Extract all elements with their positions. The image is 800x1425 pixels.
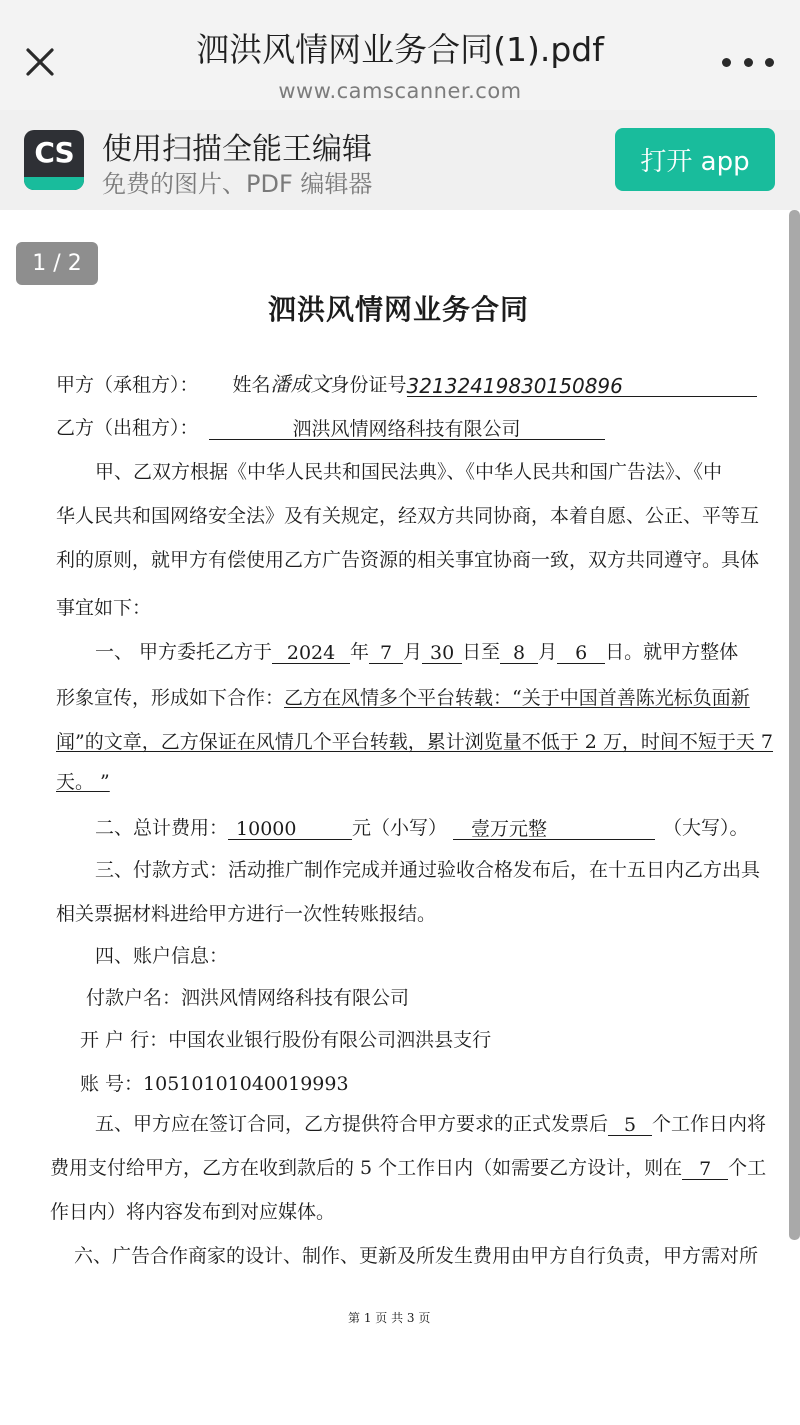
s1-year: 2024: [272, 641, 350, 664]
section-5-line: [95, 1112, 766, 1136]
banner-subtitle: 免费的图片、PDF 编辑器: [102, 170, 373, 198]
s2-amount: 10000: [228, 817, 352, 840]
section-1-line: [95, 640, 738, 664]
banner-title: 使用扫描全能王编辑: [102, 132, 372, 167]
s5-prefix: 五、甲方应在签订合同，乙方提供符合甲方要求的正式发票后: [95, 1113, 609, 1135]
party-a-label: 甲方（承租方）：: [56, 374, 199, 396]
s5-line2-suffix: 个工: [728, 1157, 767, 1179]
payee-label: 付款户名：: [86, 987, 182, 1009]
bank-label: 开 户 行：: [80, 1029, 169, 1051]
name-value: 潘成文: [270, 372, 331, 396]
source-url: www.camscanner.com: [278, 79, 522, 103]
s1-day: 30: [422, 641, 462, 664]
page-indicator: 1 / 2: [16, 242, 98, 285]
open-app-button[interactable]: 打开 app: [615, 128, 775, 191]
id-value: 32132419830150896: [407, 374, 757, 397]
party-a-row: [56, 372, 757, 397]
s1-text: 月: [538, 641, 558, 663]
s1-text: 年: [350, 641, 370, 663]
section-1-line: [56, 686, 750, 710]
section-2-line: [95, 816, 749, 840]
s1-prefix: 一、 甲方委托乙方于: [95, 641, 273, 663]
intro-line: 甲、乙双方根据《中华人民共和国民法典》、《中华人民共和国广告法》、《中: [95, 461, 723, 483]
section-3-line: 三、付款方式：活动推广制作完成并通过验收合格发布后，在十五日内乙方出具: [95, 859, 761, 881]
intro-line: 事宜如下：: [56, 597, 152, 619]
s2-suffix: （大写）。: [663, 817, 749, 839]
section-5-line: [50, 1156, 766, 1180]
s1-month2: 8: [500, 641, 538, 664]
party-b-row: [56, 416, 605, 440]
id-label: 身份证号: [330, 374, 407, 396]
account-row: [80, 1072, 349, 1096]
party-b-label: 乙方（出租方）：: [56, 417, 199, 439]
s5-days: 5: [608, 1113, 652, 1136]
name-label: 姓名: [232, 374, 271, 396]
contract-title: 泗洪风情网业务合同: [268, 293, 530, 326]
intro-line: 华人民共和国网络安全法》及有关规定，经双方共同协商，本着自愿、公正、平等互: [56, 505, 760, 527]
section-3-line: 相关票据材料进给甲方进行一次性转账报结。: [56, 903, 437, 925]
s5-days2: 7: [682, 1157, 728, 1180]
section-6-line: 六、广告合作商家的设计、制作、更新及所发生费用由甲方自行负责，甲方需对所: [74, 1245, 759, 1267]
account-label: 账 号：: [80, 1073, 144, 1095]
bank-value: 中国农业银行股份有限公司泗洪县支行: [168, 1029, 492, 1051]
section-1-line: 天。 ”: [56, 771, 110, 793]
section-5-line: 作日内）将内容发布到对应媒体。: [50, 1201, 336, 1223]
document-title: 泗洪风情网业务合同(1).pdf: [196, 30, 604, 69]
section-4-title: 四、账户信息：: [95, 945, 229, 967]
account-value: 10510101040019993: [143, 1073, 349, 1095]
s1-line2-prefix: 形象宣传，形成如下合作：: [56, 687, 285, 709]
s5-suffix: 个工作日内将: [652, 1113, 767, 1135]
s2-unit: 元（小写）: [352, 817, 448, 839]
s1-month: 7: [369, 641, 403, 664]
payee-row: [86, 986, 409, 1010]
logo-text: CS: [34, 136, 74, 169]
bank-row: [80, 1028, 491, 1052]
section-1-line: 闻”的文章，乙方保证在风情几个平台转载，累计浏览量不低于 2 万，时间不短于天 7: [56, 731, 774, 753]
s1-text: 日至: [462, 641, 501, 663]
party-b-value: 泗洪风情网络科技有限公司: [209, 417, 605, 440]
s1-line2-content: 乙方在风情多个平台转载：“关于中国首善陈光标负面新: [284, 687, 750, 709]
page-footer: 第 1 页 共 3 页: [348, 1311, 431, 1325]
s5-line2-prefix: 费用支付给甲方，乙方在收到款后的 5 个工作日内（如需要乙方设计，则在: [50, 1157, 683, 1179]
payee-value: 泗洪风情网络科技有限公司: [181, 987, 410, 1009]
s1-text: 日。就甲方整体: [605, 641, 739, 663]
s1-day2: 6: [557, 641, 605, 664]
s1-text: 月: [403, 641, 423, 663]
s2-prefix: 二、总计费用：: [95, 817, 229, 839]
intro-line: 利的原则，就甲方有偿使用乙方广告资源的相关事宜协商一致，双方共同遵守。具体: [56, 549, 760, 571]
s2-amount-cn: 壹万元整: [453, 817, 655, 840]
